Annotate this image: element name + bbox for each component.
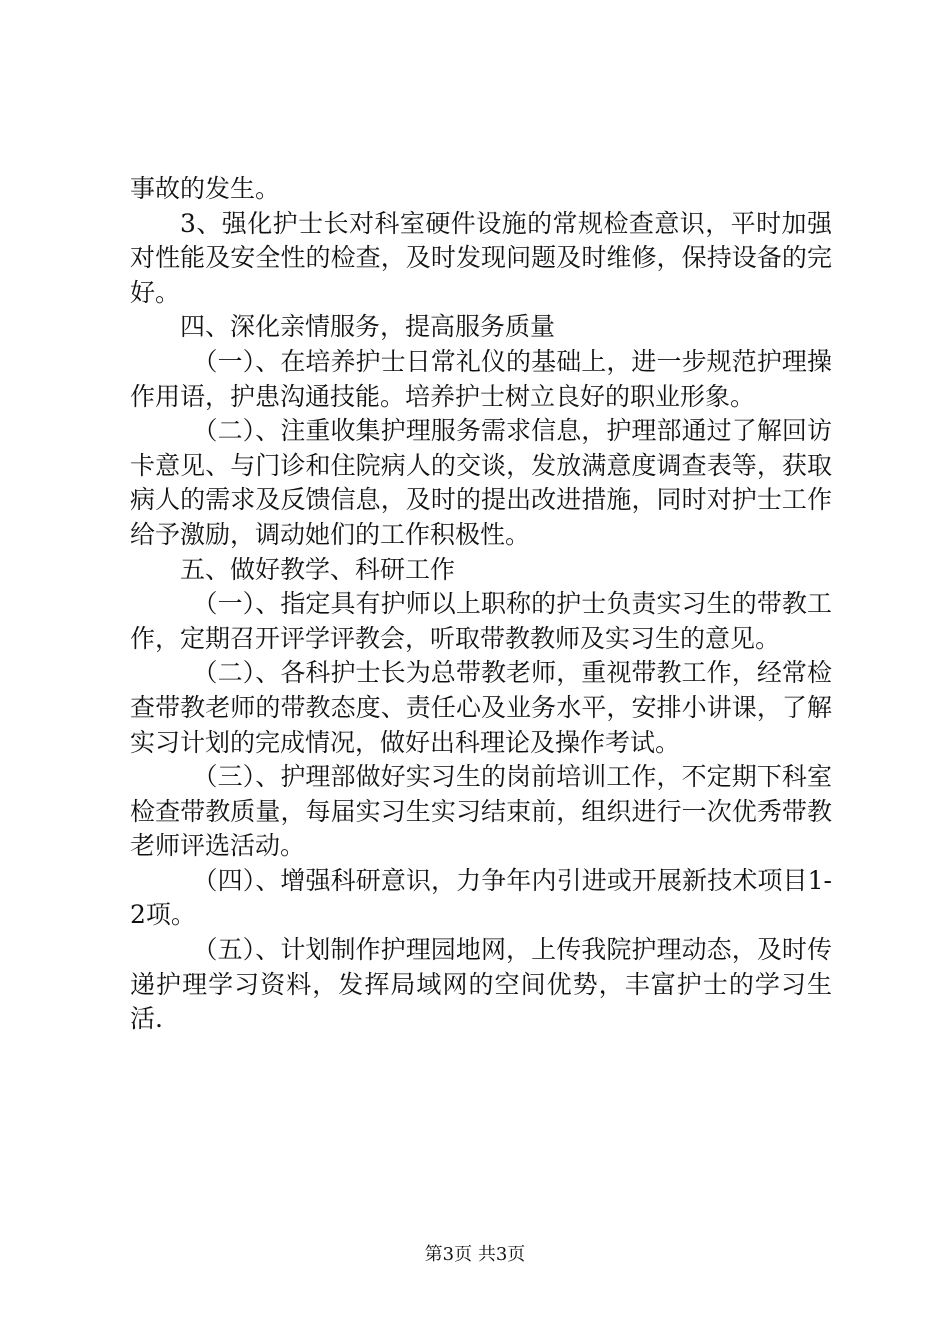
paragraph-4-1: （一）、在培养护士日常礼仪的基础上，进一步规范护理操作用语，护患沟通技能。培养护士树立良好的职业形象。: [130, 346, 832, 411]
document-body: [130, 172, 832, 1037]
paragraph-5-2: （二）、各科护士长为总带教老师，重视带教工作，经常检查带教老师的带教态度、责任心及业务水平，安排小讲课，了解实习计划的完成情况，做好出科理论及操作考试。: [130, 658, 832, 757]
paragraph-5-3: （三）、护理部做好实习生的岗前培训工作，不定期下科室检查带教质量，每届实习生实习结束前，组织进行一次优秀带教老师评选活动。: [130, 762, 832, 861]
paragraph-5-1: （一）、指定具有护师以上职称的护士负责实习生的带教工作，定期召开评学评教会，听取带教教师及实习生的意见。: [130, 589, 832, 653]
section-heading-5: 五、做好教学、科研工作: [180, 554, 456, 584]
paragraph-4-2: （二）、注重收集护理服务需求信息，护理部通过了解回访卡意见、与门诊和住院病人的交谈，发放满意度调查表等，获取病人的需求及反馈信息，及时的提出改进措施，同时对护士工作给予激励，调动她们的工作积极性。: [130, 416, 832, 549]
paragraph-continuation: 事故的发生。: [130, 174, 281, 203]
paragraph-5-4: （四）、增强科研意识，力争年内引进或开展新技术项目1-2项。: [130, 865, 832, 930]
page-footer: 第3页 共3页: [424, 1244, 526, 1265]
paragraph-5-5: （五）、计划制作护理园地网，上传我院护理动态，及时传递护理学习资料，发挥局域网的空间优势，丰富护士的学习生活.: [130, 935, 832, 1034]
section-heading-4: 四、深化亲情服务，提高服务质量: [180, 312, 556, 342]
paragraph-item-3: 3、强化护士长对科室硬件设施的常规检查意识，平时加强对性能及安全性的检查，及时发现问题及时维修，保持设备的完好。: [130, 208, 832, 307]
